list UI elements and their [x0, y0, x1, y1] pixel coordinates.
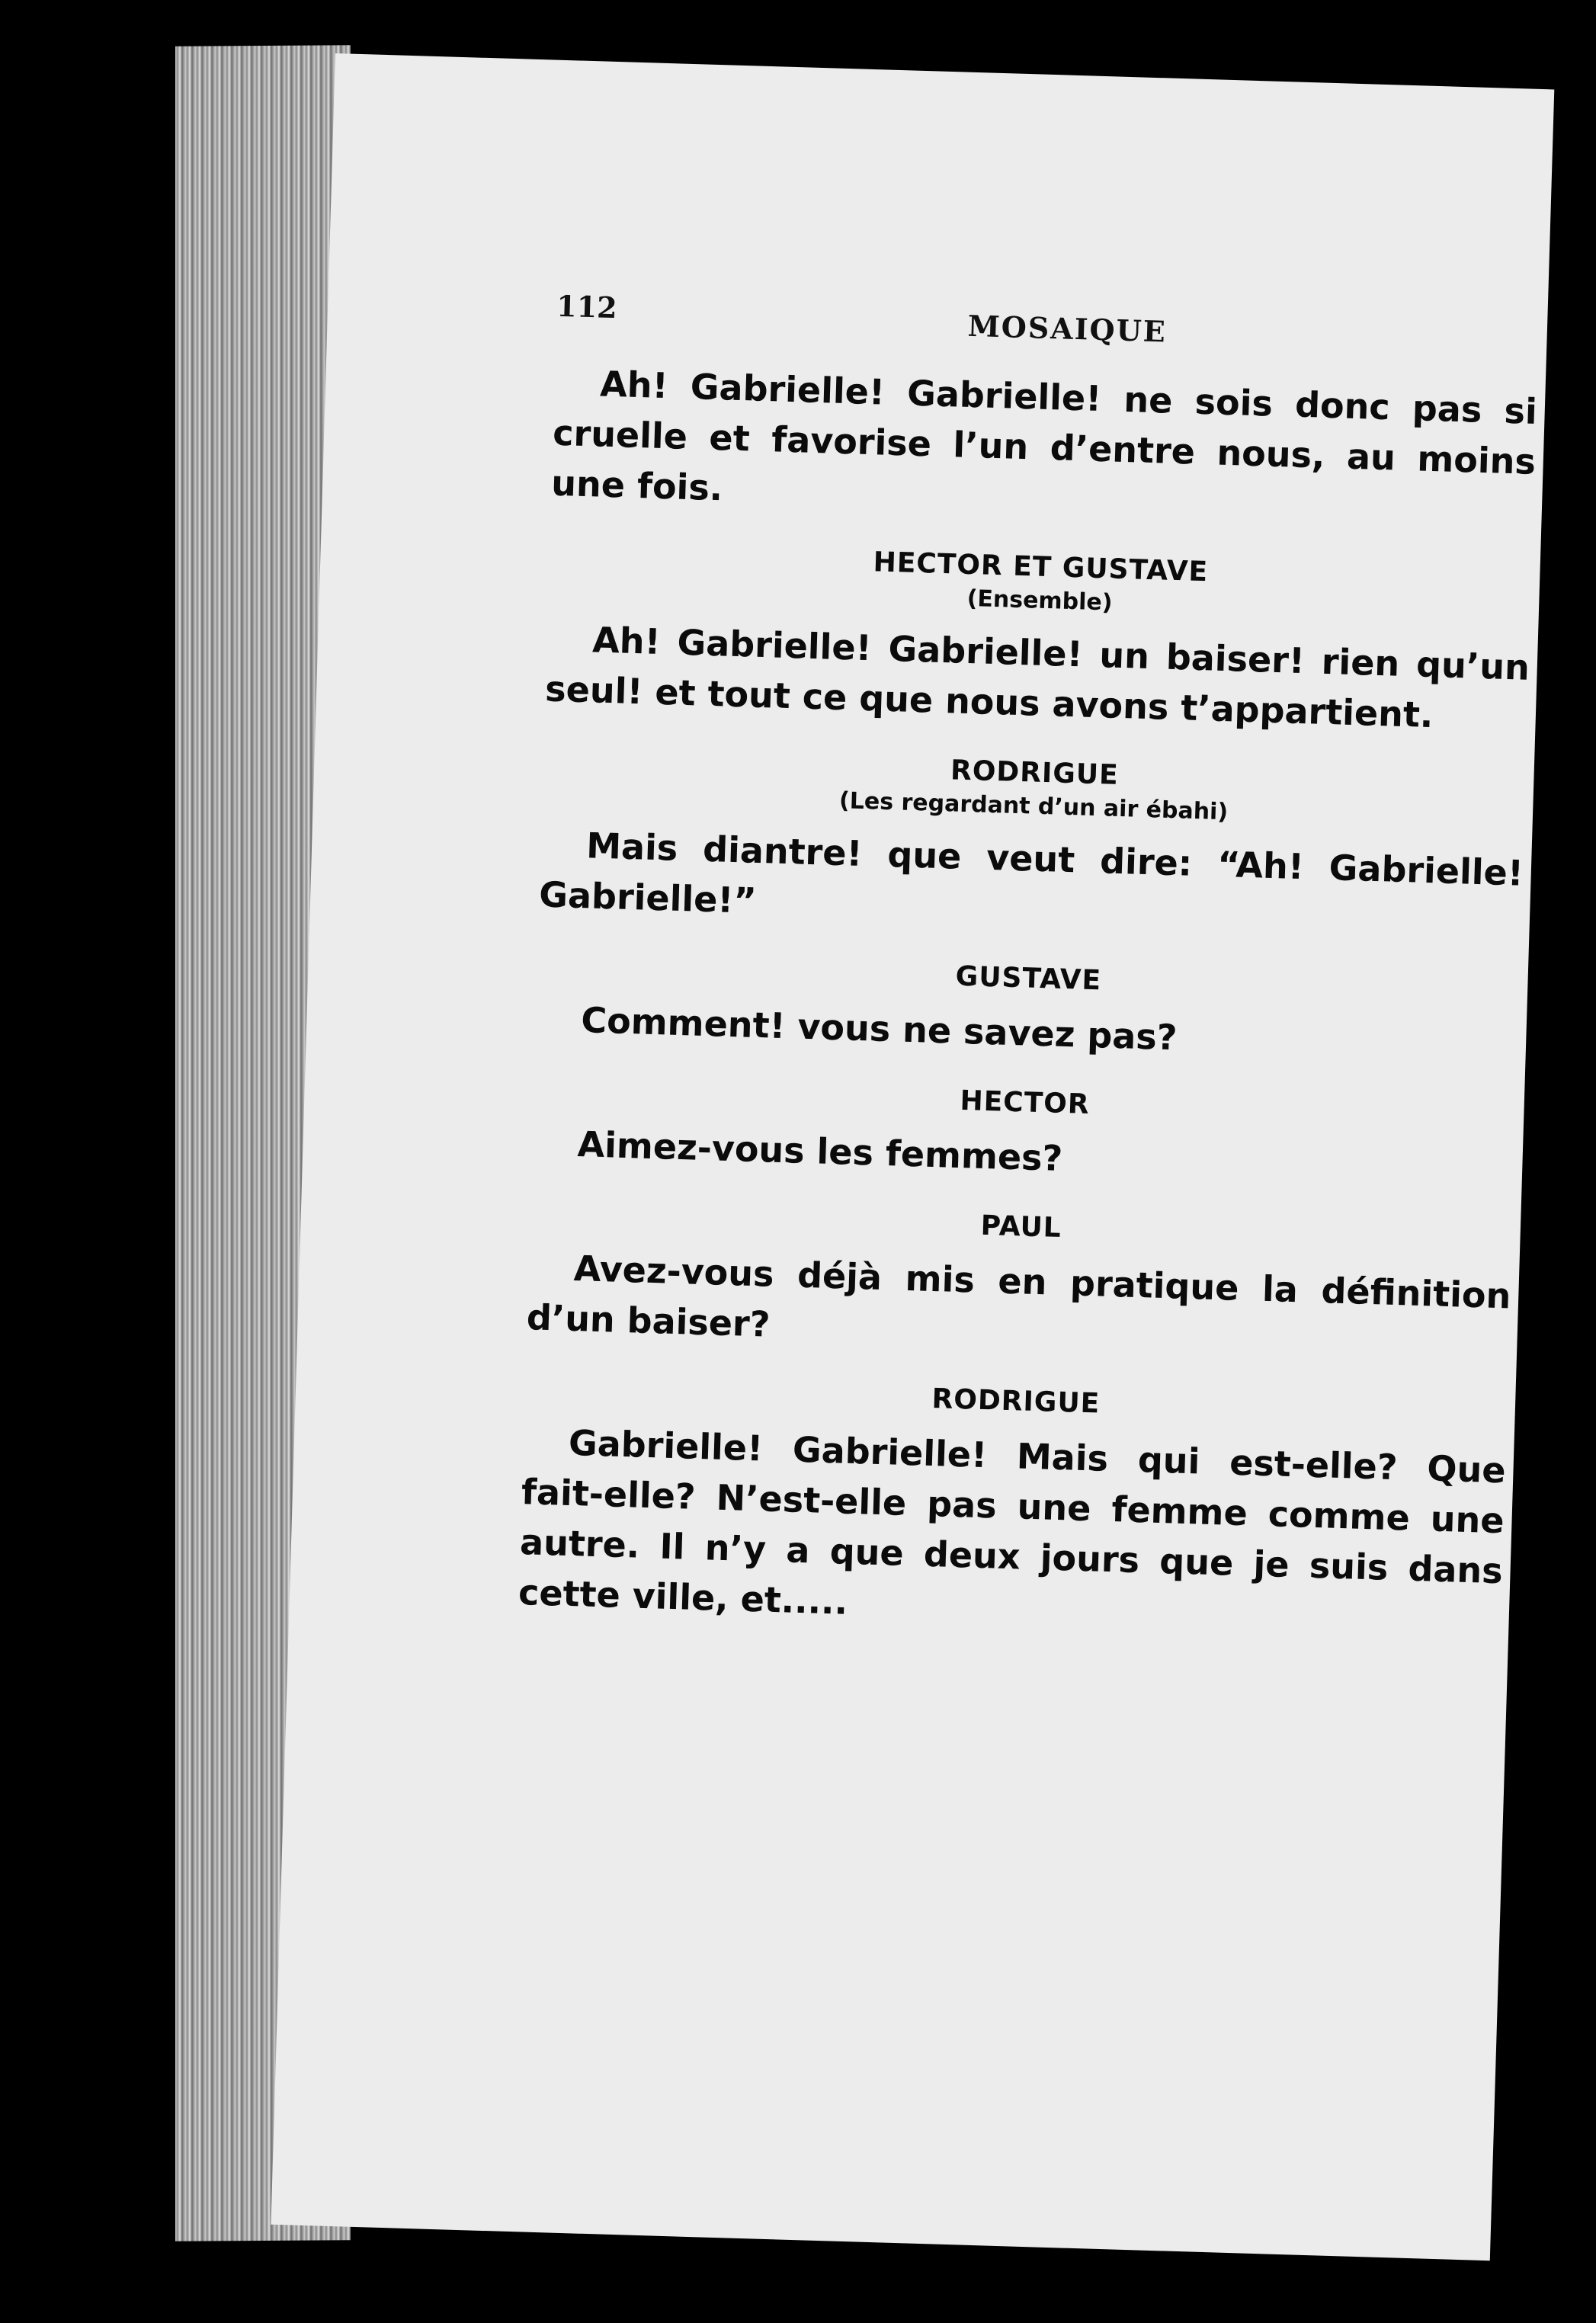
dialogue-paragraph: Ah! Gabrielle! Gabrielle! ne sois donc pas si cruelle et favorise l’un d’entre nous, au moins une fois.	[550, 363, 1538, 509]
speaker-name: HECTOR ET GUSTAVE	[873, 546, 1209, 588]
book-page	[271, 53, 1554, 2261]
stage-direction: (Les regardant d’un air ébahi)	[838, 787, 1229, 826]
dialogue-paragraph: Aimez-vous les femmes?	[576, 1123, 1064, 1179]
dialogue-paragraph: Mais diantre! que veut dire: “Ah! Gabrielle! Gabrielle!”	[538, 825, 1524, 921]
dialogue-paragraph: Ah! Gabrielle! Gabrielle! un baiser! rien qu’un seul! et tout ce que nous avons t’appartient.	[544, 619, 1530, 736]
stage-direction: (Ensemble)	[966, 585, 1113, 617]
speaker-name: PAUL	[980, 1210, 1062, 1244]
speaker-name: RODRIGUE	[931, 1383, 1101, 1420]
dialogue-paragraph: Gabrielle! Gabrielle! Mais qui est-elle? Que fait-elle? N’est-elle pas une femme comme une autre. Il n’y a que deux jours que je suis dans cette ville, et.....	[518, 1421, 1507, 1623]
dialogue-paragraph: Comment! vous ne savez pas?	[580, 999, 1178, 1059]
speaker-name: HECTOR	[959, 1085, 1091, 1120]
speaker-name: RODRIGUE	[950, 755, 1120, 791]
page-number: 112	[556, 288, 618, 325]
dialogue-paragraph: Avez-vous déjà mis en pratique la définition d’un baiser?	[526, 1247, 1512, 1345]
speaker-name: GUSTAVE	[955, 960, 1102, 997]
play-text	[518, 357, 1538, 1647]
running-head: MOSAIQUE	[967, 308, 1168, 349]
